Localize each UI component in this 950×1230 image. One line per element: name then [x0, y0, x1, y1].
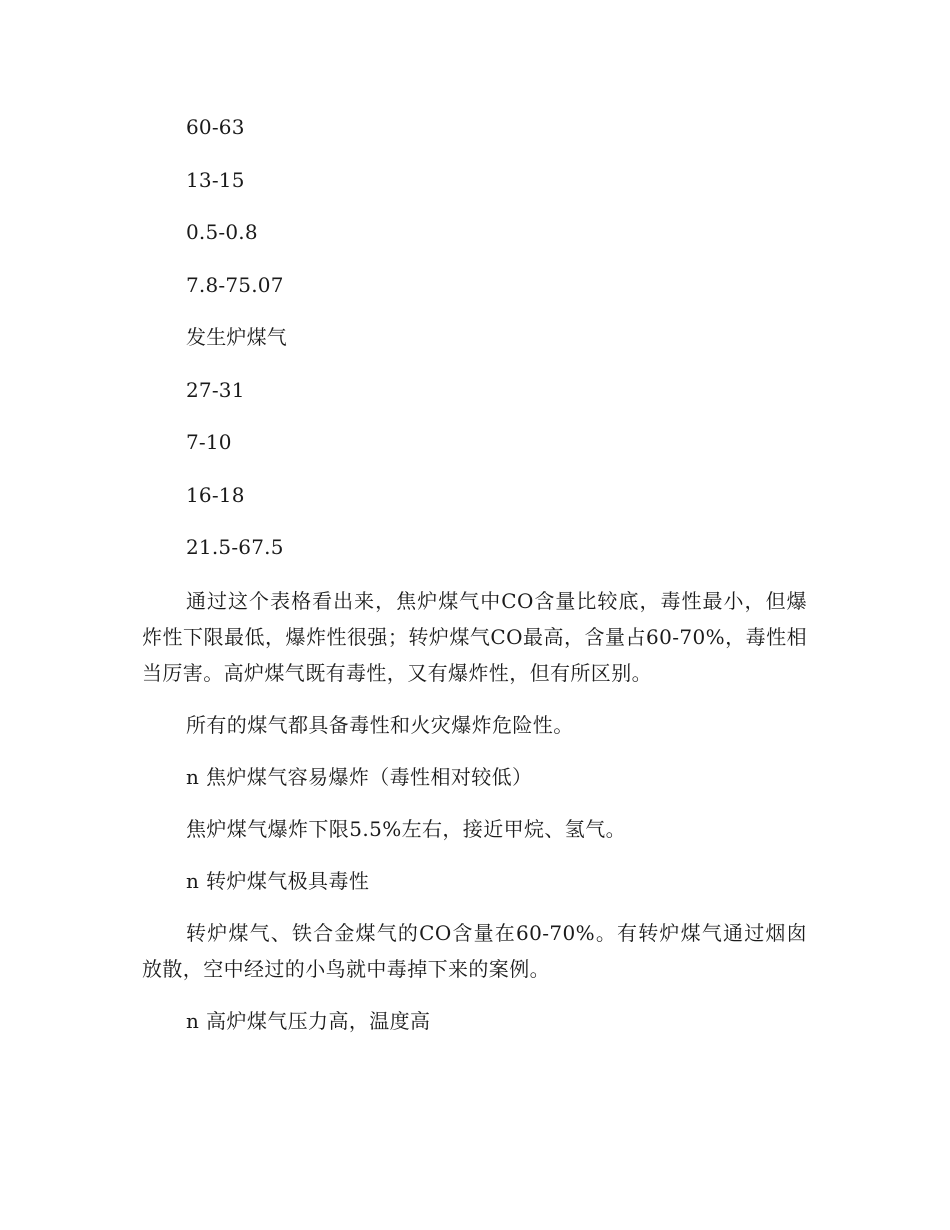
bullet-heading: n 焦炉煤气容易爆炸（毒性相对较低）	[186, 764, 533, 789]
table-cell-text: 60-63	[186, 115, 245, 139]
bullet-heading: n 转炉煤气极具毒性	[186, 868, 370, 893]
table-cell-text: 13-15	[186, 167, 245, 192]
table-cell-text: 16-18	[186, 482, 245, 507]
body-paragraph: 焦炉煤气爆炸下限5.5%左右，接近甲烷、氢气。	[186, 816, 627, 841]
table-cell-text: 7.8-75.07	[186, 272, 284, 297]
document-body	[142, 110, 807, 1055]
table-row-label: 发生炉煤气	[186, 325, 287, 349]
body-paragraph: 转炉煤气、铁合金煤气的CO含量在60-70%。有转炉煤气通过烟囱放散，空中经过的小鸟就中毒掉下来的案例。	[142, 920, 807, 981]
table-cell-text: 27-31	[186, 377, 245, 402]
table-cell-text: 21.5-67.5	[186, 535, 284, 559]
summary-paragraph: 通过这个表格看出来，焦炉煤气中CO含量比较底，毒性最小，但爆炸性下限最低，爆炸性很强；转炉煤气CO最高，含量占60-70%，毒性相当厉害。高炉煤气既有毒性，又有爆炸性，但有所区别。	[142, 588, 807, 685]
table-cell-text: 0.5-0.8	[186, 220, 258, 244]
statement-paragraph: 所有的煤气都具备毒性和火灾爆炸危险性。	[186, 712, 574, 737]
bullet-heading: n 高炉煤气压力高，温度高	[186, 1008, 431, 1033]
table-cell-text: 7-10	[186, 430, 232, 454]
